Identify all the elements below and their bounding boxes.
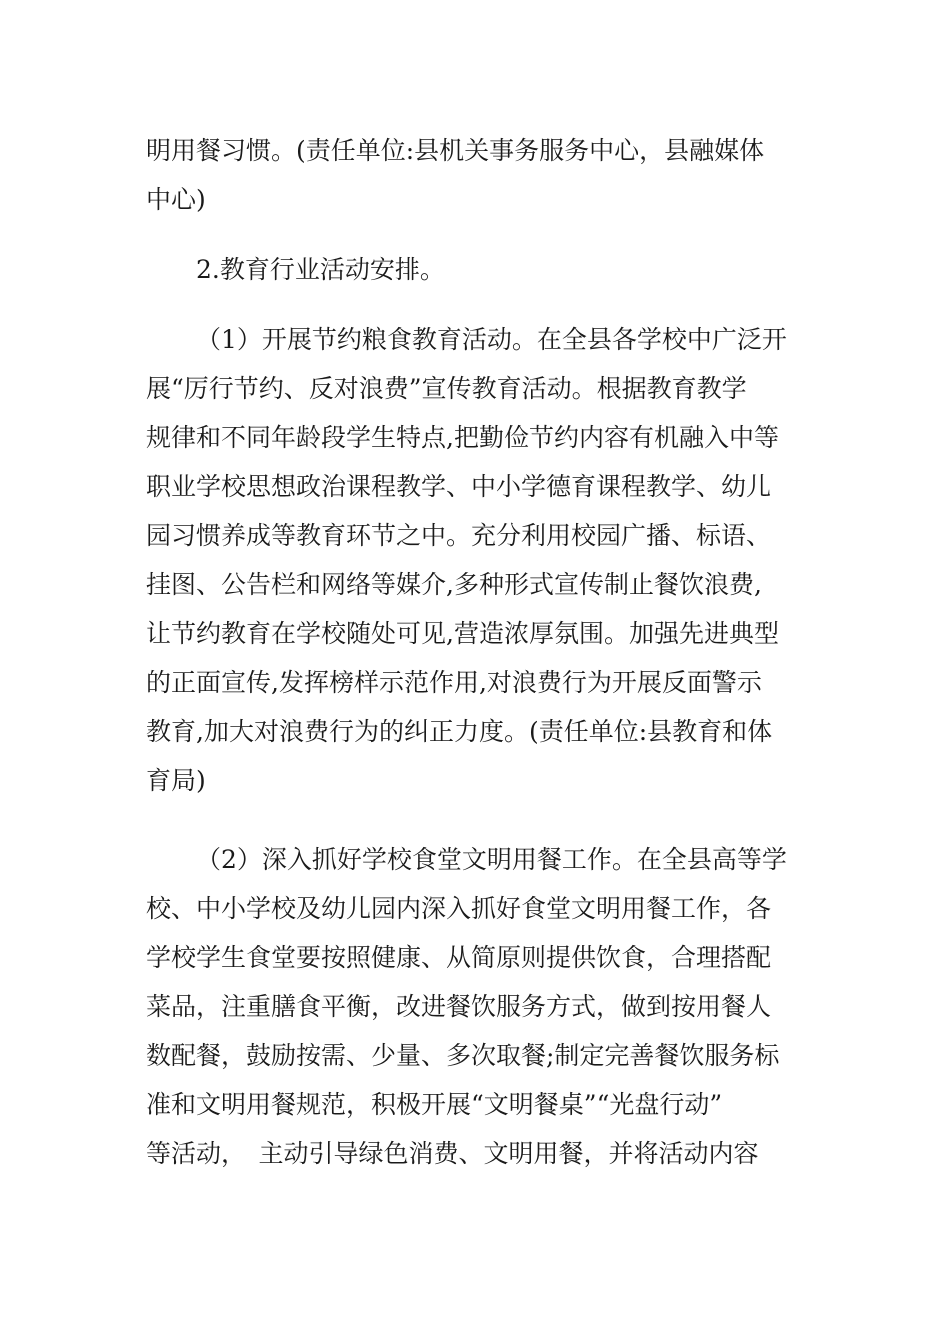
text-line: 园习惯养成等教育环节之中。充分利用校园广播、标语、: [146, 521, 772, 550]
text-line: 数配餐，鼓励按需、少量、多次取餐;制定完善餐饮服务标: [146, 1041, 780, 1070]
section-heading: 2.教育行业活动安排。: [196, 255, 445, 284]
text-line: 让节约教育在学校随处可见,营造浓厚氛围。加强先进典型: [146, 619, 779, 648]
text-line: （2）深入抓好学校食堂文明用餐工作。在全县高等学: [196, 845, 787, 874]
text-line: 的正面宣传,发挥榜样示范作用,对浪费行为开展反面警示: [146, 668, 762, 697]
text-line: 规律和不同年龄段学生特点,把勤俭节约内容有机融入中等: [146, 423, 779, 452]
text-line: 挂图、公告栏和网络等媒介,多种形式宣传制止餐饮浪费,: [146, 570, 762, 599]
text-line: 展“厉行节约、反对浪费”宣传教育活动。根据教育教学: [146, 374, 747, 403]
text-line: 等活动， 主动引导绿色消费、文明用餐，并将活动内容: [146, 1139, 759, 1168]
text-line: 职业学校思想政治课程教学、中小学德育课程教学、幼儿: [146, 472, 772, 501]
text-line: 育局): [146, 766, 206, 795]
text-line: 教育,加大对浪费行为的纠正力度。(责任单位:县教育和体: [146, 717, 773, 746]
text-line: 明用餐习惯。(责任单位:县机关事务服务中心，县融媒体: [146, 136, 765, 165]
text-line: 菜品，注重膳食平衡，改进餐饮服务方式，做到按用餐人: [146, 992, 772, 1021]
text-line: 中心): [146, 185, 206, 214]
text-line: 准和文明用餐规范，积极开展“文明餐桌”“光盘行动”: [146, 1090, 723, 1119]
text-line: 学校学生食堂要按照健康、从简原则提供饮食，合理搭配: [146, 943, 772, 972]
text-line: （1）开展节约粮食教育活动。在全县各学校中广泛开: [196, 325, 787, 354]
text-line: 校、中小学校及幼儿园内深入抓好食堂文明用餐工作，各: [146, 894, 772, 923]
